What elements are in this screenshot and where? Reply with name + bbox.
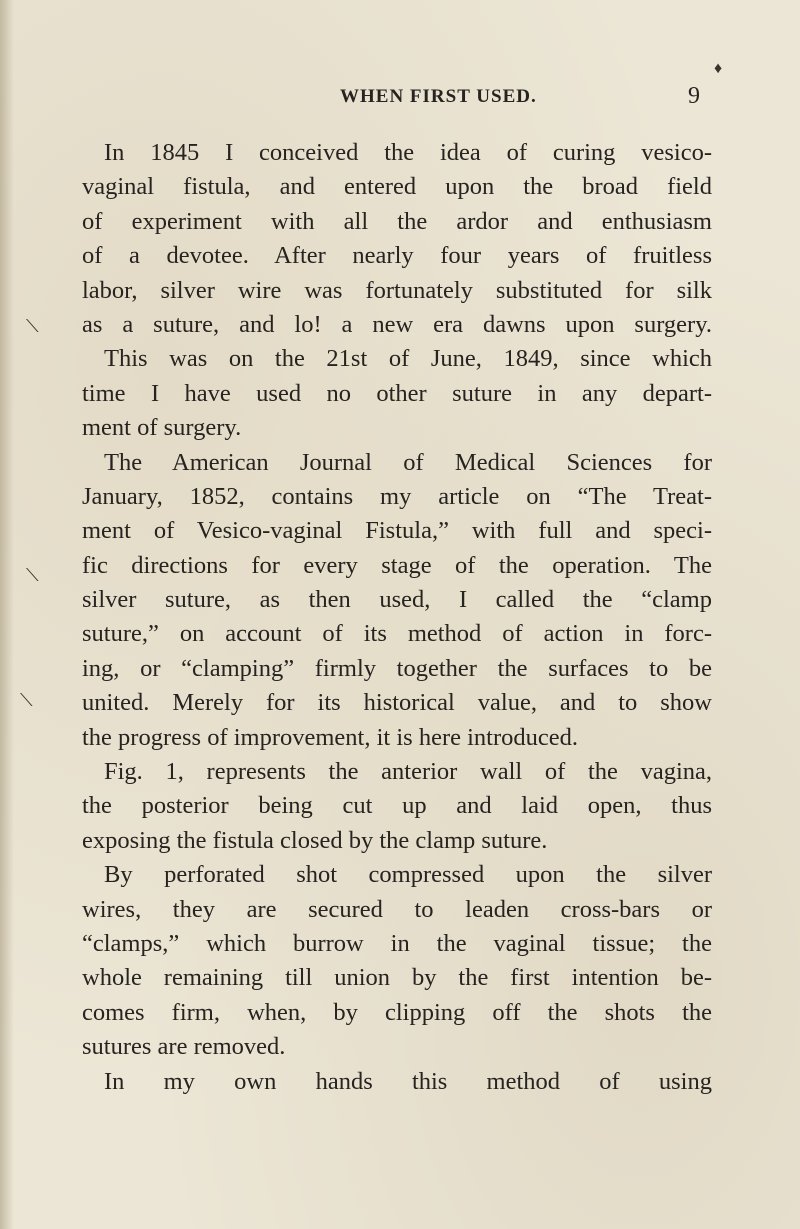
text-line: ment of surgery. — [82, 414, 242, 442]
page-edge-shadow — [0, 0, 14, 1229]
margin-tick-mark: ⟍ — [20, 690, 33, 710]
text-line: whole remaining till union by the first intention be- — [82, 964, 712, 992]
text-line: the progress of improvement, it is here introduced. — [82, 723, 578, 751]
text-line: the posterior being cut up and laid open, thus — [82, 792, 712, 820]
text-line: This was on the 21st of June, 1849, since which — [104, 345, 712, 373]
text-line: By perforated shot compressed upon the silver — [104, 861, 712, 889]
text-line: January, 1852, contains my article on “The Treat- — [82, 482, 712, 510]
text-line: Fig. 1, represents the anterior wall of the vagina, — [104, 758, 712, 786]
page-number: 9 — [688, 83, 700, 109]
margin-tick-mark: ⟍ — [26, 316, 39, 336]
text-line: united. Merely for its historical value, and to show — [82, 689, 712, 717]
text-line: wires, they are secured to leaden cross-bars or — [82, 895, 712, 923]
text-line: “clamps,” which burrow in the vaginal tissue; the — [82, 929, 712, 957]
text-line: time I have used no other suture in any depart- — [82, 379, 712, 407]
text-line: In 1845 I conceived the idea of curing vesico- — [104, 139, 712, 166]
text-line: The American Journal of Medical Sciences for — [104, 448, 712, 476]
text-line: sutures are removed. — [82, 1033, 286, 1061]
text-line: silver suture, as then used, I called the “clamp — [82, 586, 712, 614]
text-line: of a devotee. After nearly four years of fruitless — [82, 242, 712, 270]
margin-tick-mark: ⟍ — [26, 565, 39, 585]
text-line: In my own hands this method of using — [104, 1067, 712, 1095]
text-line: suture,” on account of its method of action in forc- — [82, 620, 712, 648]
text-line: ing, or “clamping” firmly together the surfaces to be — [82, 654, 712, 682]
text-line: vaginal fistula, and entered upon the broad field — [82, 173, 712, 201]
text-line: fic directions for every stage of the operation. The — [82, 551, 712, 579]
text-line: labor, silver wire was fortunately substituted for silk — [82, 276, 712, 304]
text-line: ment of Vesico-vaginal Fistula,” with full and speci- — [82, 517, 712, 545]
text-line: as a suture, and lo! a new era dawns upon surgery. — [82, 310, 712, 338]
body-text — [82, 136, 712, 1099]
page-header — [0, 83, 800, 116]
corner-ink-mark: ♦ — [714, 60, 723, 77]
text-line: exposing the fistula closed by the clamp suture. — [82, 826, 548, 854]
text-line: comes firm, when, by clipping off the shots the — [82, 998, 712, 1026]
running-head: WHEN FIRST USED. — [340, 86, 537, 107]
text-line: of experiment with all the ardor and enthusiasm — [82, 207, 712, 235]
